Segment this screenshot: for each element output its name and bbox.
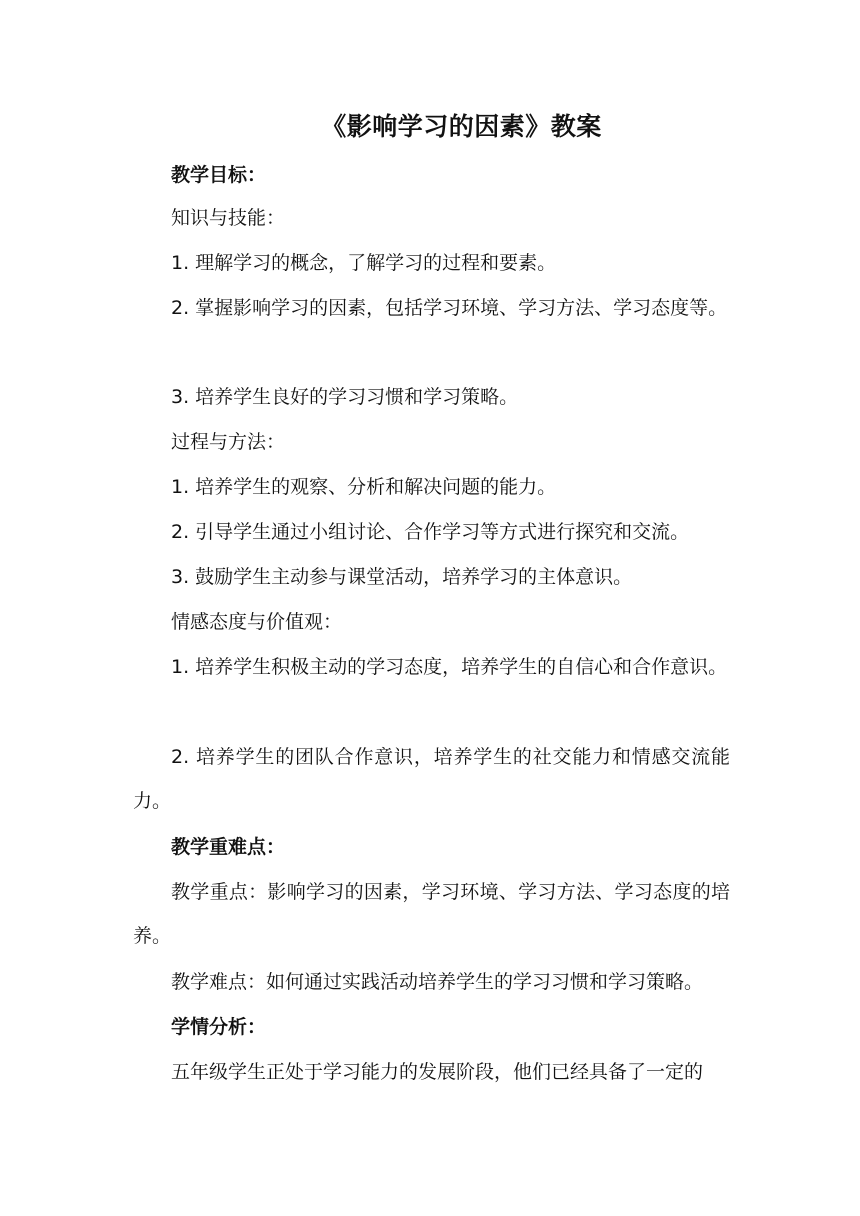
document-title: 《影响学习的因素》教案 <box>321 112 602 141</box>
knowledge-item-3: 3. 培养学生良好的学习习惯和学习策略。 <box>171 386 519 408</box>
emotion-item-1: 1. 培养学生积极主动的学习态度，培养学生的自信心和合作意识。 <box>171 656 728 678</box>
process-heading: 过程与方法： <box>171 431 286 453</box>
process-item-1: 1. 培养学生的观察、分析和解决问题的能力。 <box>171 476 557 498</box>
knowledge-item-2: 2. 掌握影响学习的因素，包括学习环境、学习方法、学习态度等。 <box>171 297 728 319</box>
process-item-2: 2. 引导学生通过小组讨论、合作学习等方式进行探究和交流。 <box>171 521 690 543</box>
emotion-heading: 情感态度与价值观： <box>171 611 343 633</box>
objectives-heading: 教学目标： <box>171 164 267 186</box>
key-points-heading: 教学重难点： <box>171 836 286 858</box>
process-item-3: 3. 鼓励学生主动参与课堂活动，培养学习的主体意识。 <box>171 566 633 588</box>
difficult-point-text: 教学难点：如何通过实践活动培养学生的学习习惯和学习策略。 <box>171 971 704 993</box>
knowledge-item-1: 1. 理解学习的概念，了解学习的过程和要素。 <box>171 252 557 274</box>
analysis-text: 五年级学生正处于学习能力的发展阶段，他们已经具备了一定的 <box>171 1061 704 1083</box>
emotion-item-2: 2. 培养学生的团队合作意识，培养学生的社交能力和情感交流能力。 <box>133 746 730 812</box>
knowledge-heading: 知识与技能： <box>171 207 286 229</box>
analysis-heading: 学情分析： <box>171 1016 267 1038</box>
key-point-text: 教学重点：影响学习的因素，学习环境、学习方法、学习态度的培养。 <box>133 881 730 947</box>
